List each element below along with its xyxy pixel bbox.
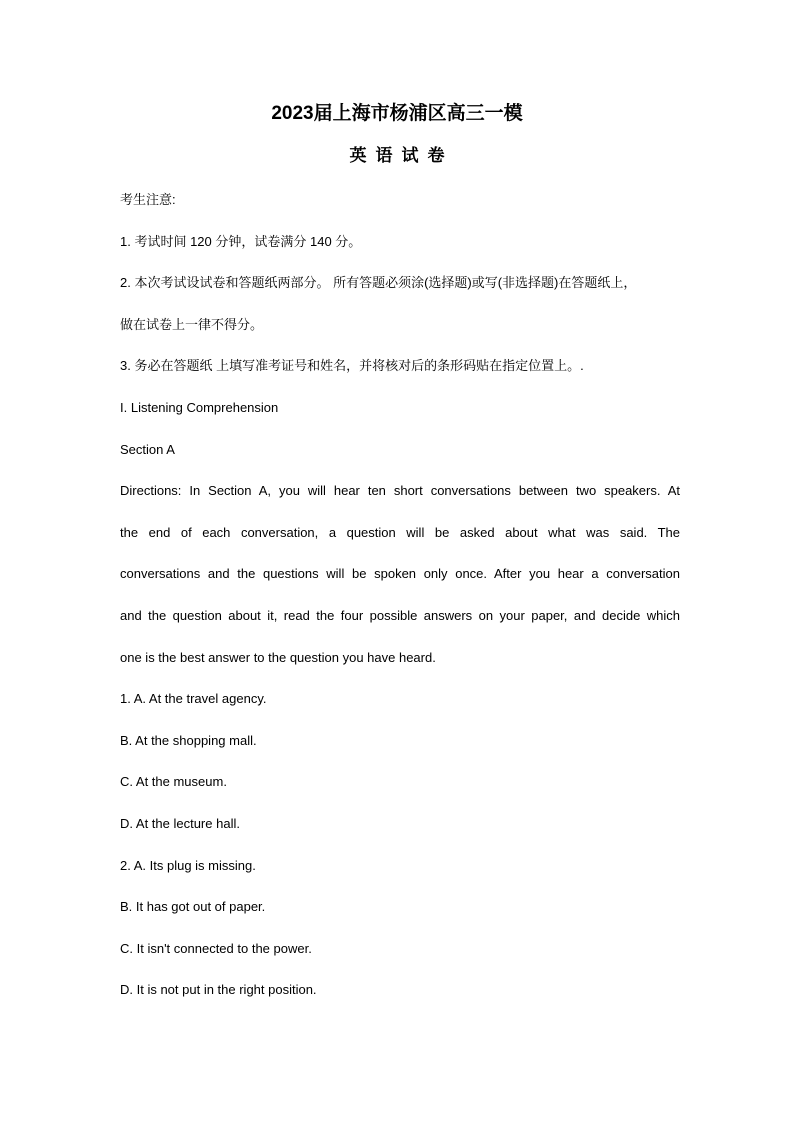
- directions-line: conversations and the questions will be spoken only once. After you hear a conversation: [120, 566, 680, 581]
- part-heading: I. Listening Comprehension: [120, 400, 279, 415]
- notice-item: 3. 务必在答题纸 上填写准考证号和姓名，并将核对后的条形码贴在指定位置上。.: [120, 358, 584, 373]
- notice-item: 2. 本次考试设试卷和答题纸两部分。 所有答题必须涂(选择题)或写(非选择题)在答题纸上，: [120, 275, 637, 290]
- exam-title: 2023届上海市杨浦区高三一模: [271, 103, 523, 124]
- directions-line: [120, 481, 680, 501]
- directions-line: and the question about it, read the four possible answers on your paper, and decide which: [120, 608, 680, 623]
- directions-line: one is the best answer to the question you have heard.: [120, 650, 436, 665]
- answer-option: C. At the museum.: [120, 774, 227, 789]
- section-heading: Section A: [120, 442, 175, 457]
- answer-option: 1. A. At the travel agency.: [120, 691, 267, 706]
- answer-option: B. It has got out of paper.: [120, 899, 266, 914]
- directions-label: Directions: [120, 483, 178, 498]
- answer-option: C. It isn't connected to the power.: [120, 941, 312, 956]
- notice-item: 做在试卷上一律不得分。: [120, 317, 264, 332]
- directions-line: the end of each conversation, a question will be asked about what was said. The: [120, 525, 680, 540]
- notice-item: 1. 考试时间 120 分钟，试卷满分 140 分。: [120, 234, 362, 249]
- answer-option: 2. A. Its plug is missing.: [120, 858, 256, 873]
- exam-subtitle: 英语试卷: [349, 146, 454, 165]
- directions-text: : In Section A, you will hear ten short conversations between two speakers. At: [177, 483, 680, 498]
- answer-option: B. At the shopping mall.: [120, 733, 257, 748]
- answer-option: D. It is not put in the right position.: [120, 982, 317, 997]
- notice-heading: 考生注意:: [120, 192, 176, 207]
- answer-option: D. At the lecture hall.: [120, 816, 240, 831]
